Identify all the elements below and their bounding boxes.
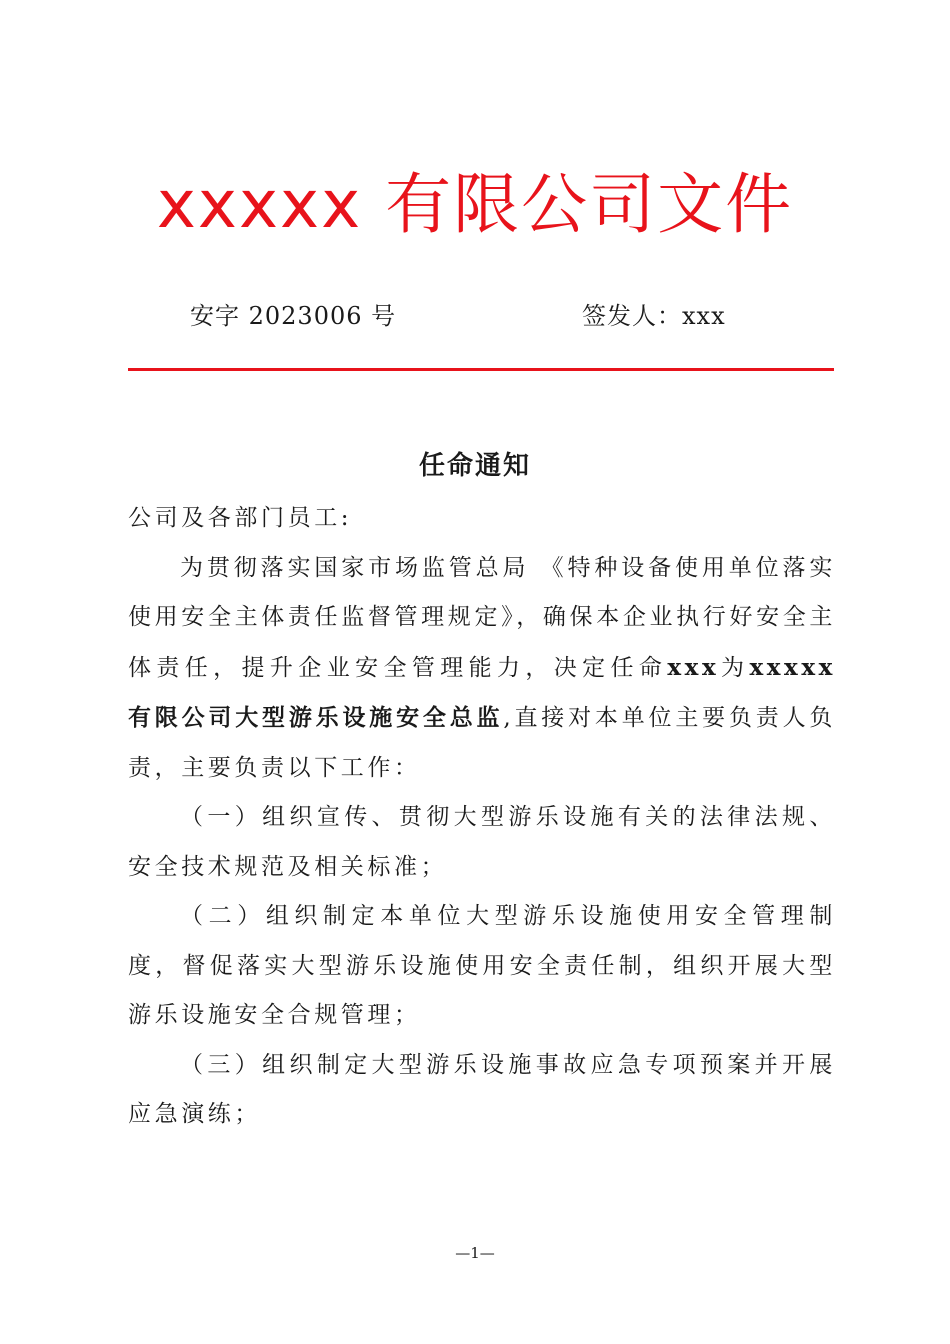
- appointed-position: xxxxx 有限公司大型游乐设施安全总监: [128, 653, 836, 731]
- notice-title: 任命通知: [418, 451, 531, 481]
- notice-body: [128, 494, 836, 1140]
- signer-label: 签发人：xxx: [582, 302, 726, 330]
- intro-text-1: 为贯彻落实国家市场监管总局 《特种设备使用单位落实使用安全主体责任监督管理规定》，确保本企业执行好安全主体责任，提升企业安全管理能力，决定任命: [128, 554, 836, 681]
- intro-text-2: 为: [719, 654, 750, 681]
- document-header-title: xxxxx 有限公司文件: [156, 166, 794, 243]
- duty-item-1: （一）组织宣传、贯彻大型游乐设施有关的法律法规、安全技术规范及相关标准；: [128, 804, 836, 880]
- document-number: 安字 2023006 号: [190, 302, 397, 330]
- intro-text-3: ,直接对本单位主要负责人负责，主要负责以下工作：: [128, 705, 836, 781]
- appointee-name: xxx: [667, 653, 720, 681]
- duty-item-3: （三）组织制定大型游乐设施事故应急专项预案并开展应急演练；: [128, 1051, 836, 1127]
- red-divider-line: [128, 368, 834, 371]
- page-number: —1—: [455, 1244, 495, 1262]
- intro-paragraph: [128, 544, 836, 794]
- duty-item-2: （二）组织制定本单位大型游乐设施使用安全管理制度，督促落实大型游乐设施使用安全责任制，组织开展大型游乐设施安全合规管理；: [128, 903, 836, 1028]
- salutation: 公司及各部门员工:: [128, 505, 353, 531]
